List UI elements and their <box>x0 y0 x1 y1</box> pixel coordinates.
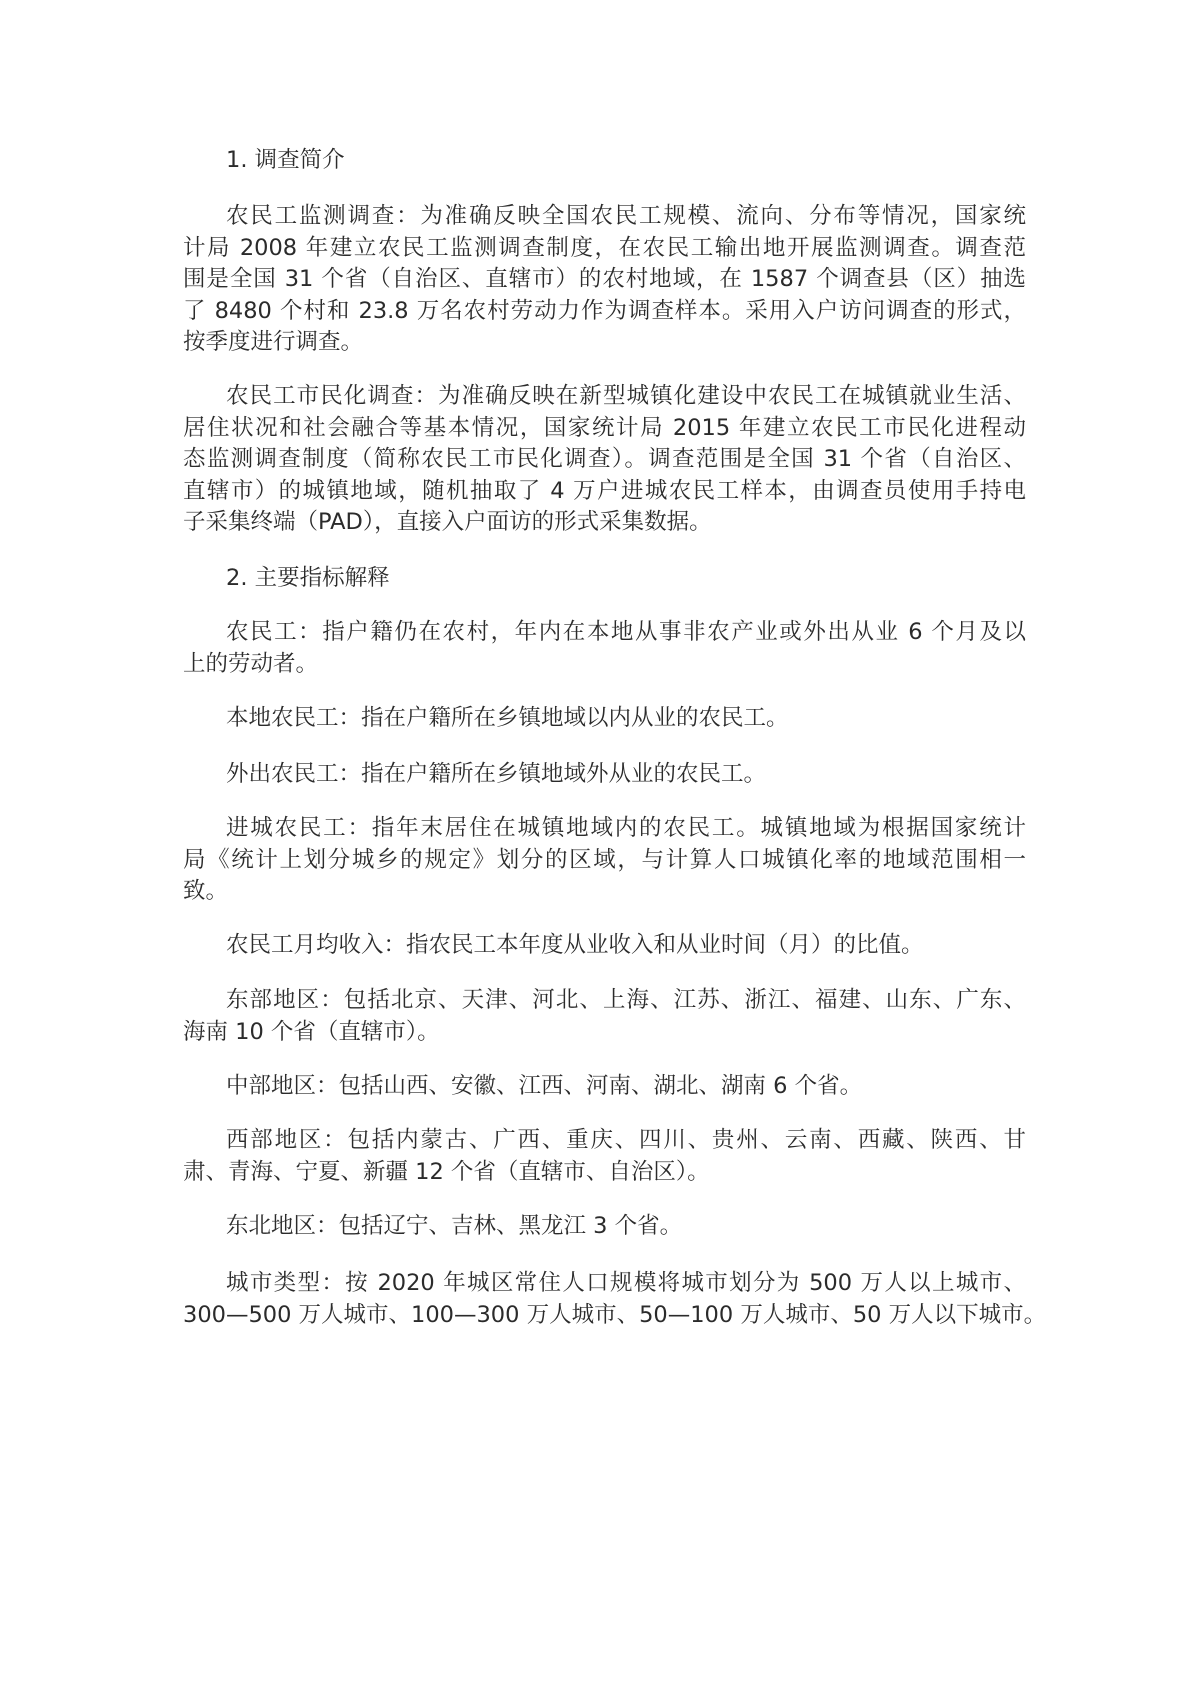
text-line: 态监测调查制度（简称农民工市民化调查）。调查范围是全国 31 个省（自治区、 <box>183 446 1026 473</box>
text-line: 子采集终端（PAD），直接入户面访的形式采集数据。 <box>183 509 712 536</box>
text-line: 东部地区：包括北京、天津、河北、上海、江苏、浙江、福建、山东、广东、 <box>226 987 1026 1013</box>
text-line: 肃、青海、宁夏、新疆 12 个省（直辖市、自治区）。 <box>183 1158 710 1185</box>
text-line: 本地农民工：指在户籍所在乡镇地域以内从业的农民工。 <box>226 705 789 731</box>
text-line: 城市类型：按 2020 年城区常住人口规模将城市划分为 500 万人以上城市、 <box>226 1270 1026 1296</box>
text-line: 致。 <box>183 878 229 905</box>
text-line: 外出农民工：指在户籍所在乡镇地域外从业的农民工。 <box>226 761 767 787</box>
paragraph-urban-migrant-worker <box>183 813 1026 908</box>
section-heading-survey-intro: 1. 调查简介 <box>226 147 345 173</box>
text-line: 围是全国 31 个省（自治区、直辖市）的农村地域，在 1587 个调查县（区）抽选 <box>183 266 1026 293</box>
paragraph-outbound-migrant-worker <box>183 759 1026 791</box>
text-line: 进城农民工：指年末居住在城镇地域内的农民工。城镇地域为根据国家统计 <box>226 815 1026 841</box>
text-line: 西部地区：包括内蒙古、广西、重庆、四川、贵州、云南、西藏、陕西、甘 <box>226 1127 1026 1153</box>
paragraph-northeast-region <box>183 1211 1026 1243</box>
text-line: 海南 10 个省（直辖市）。 <box>183 1018 440 1045</box>
text-line: 农民工：指户籍仍在农村，年内在本地从事非农产业或外出从业 6 个月及以 <box>226 619 1026 645</box>
text-line: 居住状况和社会融合等基本情况，国家统计局 2015 年建立农民工市民化进程动 <box>183 414 1026 441</box>
text-line: 农民工月均收入：指农民工本年度从业收入和从业时间（月）的比值。 <box>226 932 924 958</box>
text-line: 农民工市民化调查：为准确反映在新型城镇化建设中农民工在城镇就业生活、 <box>226 383 1026 409</box>
text-line: 直辖市）的城镇地域，随机抽取了 4 万户进城农民工样本，由调查员使用手持电 <box>183 477 1026 504</box>
paragraph-monthly-income <box>183 930 1026 962</box>
paragraph-migrant-worker-monitoring-survey <box>183 201 1026 359</box>
text-line: 农民工监测调查：为准确反映全国农民工规模、流向、分布等情况，国家统 <box>226 203 1026 229</box>
paragraph-western-region <box>183 1125 1026 1188</box>
text-line: 东北地区：包括辽宁、吉林、黑龙江 3 个省。 <box>226 1213 683 1239</box>
text-line: 了 8480 个村和 23.8 万名农村劳动力作为调查样本。采用入户访问调查的形式， <box>183 297 1026 324</box>
text-line: 计局 2008 年建立农民工监测调查制度，在农民工输出地开展监测调查。调查范 <box>183 234 1026 261</box>
paragraph-local-migrant-worker <box>183 703 1026 735</box>
text-line: 上的劳动者。 <box>183 650 319 677</box>
section-heading-indicator-definitions: 2. 主要指标解释 <box>226 565 390 591</box>
text-line: 按季度进行调查。 <box>183 329 364 356</box>
paragraph-city-types <box>183 1268 1047 1331</box>
paragraph-citizenization-survey <box>183 381 1026 539</box>
paragraph-eastern-region <box>183 985 1026 1048</box>
paragraph-migrant-worker-definition <box>183 617 1026 680</box>
text-line: 局《统计上划分城乡的规定》划分的区域，与计算人口城镇化率的地域范围相一 <box>183 846 1026 873</box>
text-line: 中部地区：包括山西、安徽、江西、河南、湖北、湖南 6 个省。 <box>226 1073 863 1099</box>
text-line: 300—500 万人城市、100—300 万人城市、50—100 万人城市、50 万人以下城市。 <box>183 1301 1047 1328</box>
paragraph-central-region <box>183 1071 1026 1103</box>
